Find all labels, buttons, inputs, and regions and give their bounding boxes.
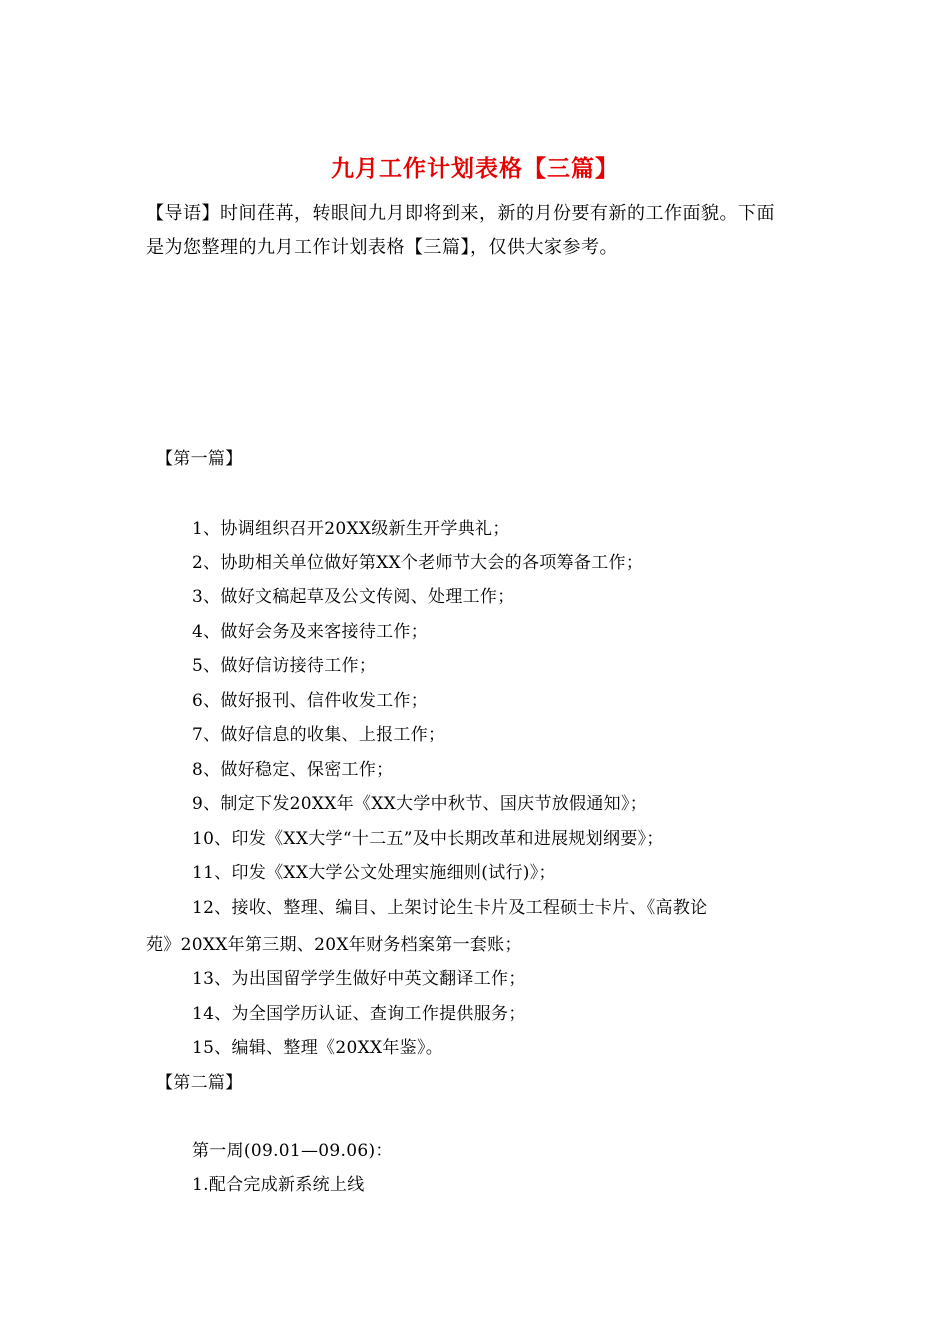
list-item: 6、做好报刊、信件收发工作； [192,691,429,711]
list-item: 4、做好会务及来客接待工作； [192,622,429,642]
list-item: 2、协助相关单位做好第XX个老师节大会的各项筹备工作； [192,553,644,573]
list-item: 12、接收、整理、编目、上架讨论生卡片及工程硕士卡片、《高教论 [192,898,708,918]
list-item: 1、协调组织召开20XX级新生开学典礼； [192,519,510,539]
intro-line: 【导语】时间荏苒，转眼间九月即将到来，新的月份要有新的工作面貌。下面 [146,203,775,224]
list-item: 11、印发《XX大学公文处理实施细则(试行)》； [192,863,556,883]
list-item: 1.配合完成新系统上线 [192,1175,365,1195]
list-item: 7、做好信息的收集、上报工作； [192,725,446,745]
list-item: 9、制定下发20XX年《XX大学中秋节、国庆节放假通知》； [192,794,648,814]
list-item-continuation: 苑》20XX年第三期、20X年财务档案第一套账； [146,935,522,955]
list-item: 10、印发《XX大学“十二五”及中长期改革和进展规划纲要》； [192,829,664,849]
list-item: 15、编辑、整理《20XX年鉴》。 [192,1038,444,1058]
list-item: 13、为出国留学学生做好中英文翻译工作； [192,969,526,989]
section-heading-first: 【第一篇】 [156,449,243,469]
list-item: 14、为全国学历认证、查询工作提供服务； [192,1004,526,1024]
list-item: 8、做好稳定、保密工作； [192,760,394,780]
intro-line: 是为您整理的九月工作计划表格【三篇】，仅供大家参考。 [146,237,618,258]
week-heading: 第一周(09.01—09.06)： [192,1141,393,1161]
section-heading-second: 【第二篇】 [156,1073,243,1093]
document-title: 九月工作计划表格【三篇】 [331,155,619,182]
list-item: 5、做好信访接待工作； [192,656,377,676]
intro-paragraph [146,197,806,265]
list-item: 3、做好文稿起草及公文传阅、处理工作； [192,587,515,607]
